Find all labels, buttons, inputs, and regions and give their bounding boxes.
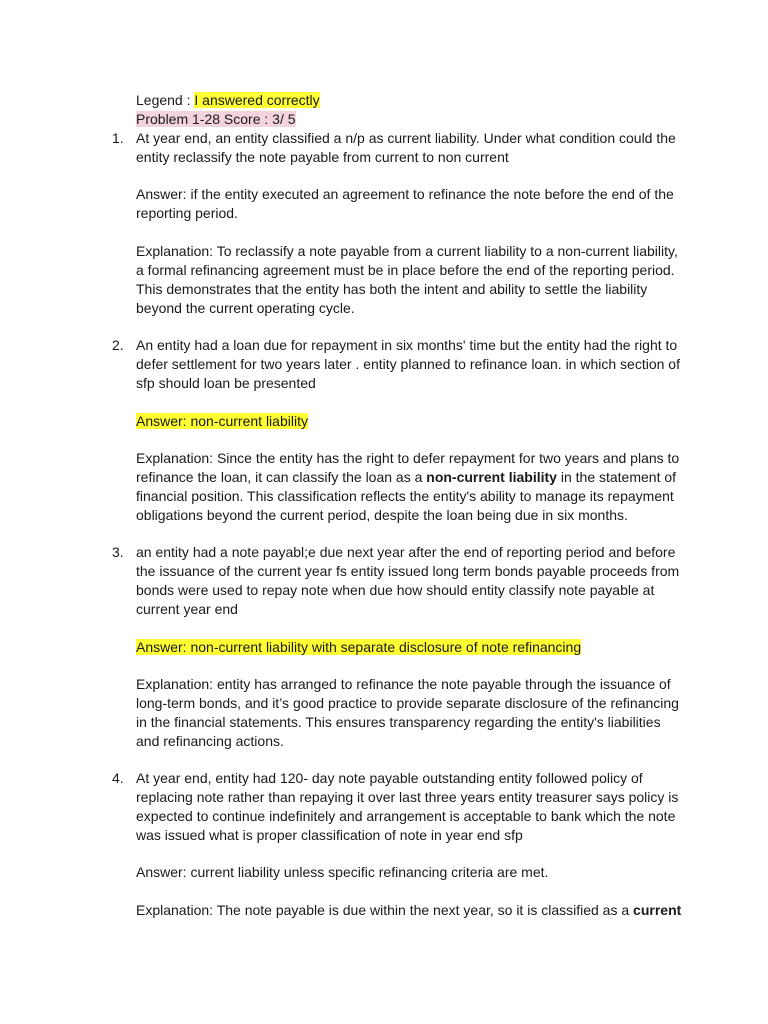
explanation-4-pre: Explanation: The note payable is due within the next year, so it is classified as a [136,902,634,918]
explanation-1-line-2: a formal refinancing agreement must be in place before the end of the reporting period. [136,262,675,278]
question-4-line-3: expected to continue indefinitely and arrangement is acceptable to bank which the note [136,808,676,824]
legend-label: Legend : [136,92,195,108]
explanation-1-line-1: Explanation: To reclassify a note payable from a current liability to a non-current liability, [136,243,678,259]
explanation-2-line-1: Explanation: Since the entity has the right to defer repayment for two years and plans to [136,450,680,466]
explanation-4-line-1 [136,901,681,920]
question-2-line-2: defer settlement for two years later . entity planned to refinance loan. in which section of [136,356,680,372]
score-line [136,110,296,129]
explanation-1-line-4: beyond the current operating cycle. [136,300,355,316]
explanation-3-line-1: Explanation: entity has arranged to refinance the note payable through the issuance of [136,676,671,692]
answer-4-line: Answer: current liability unless specific refinancing criteria are met. [136,864,549,880]
answer-2-line [136,412,308,431]
answer-2-highlight: Answer: non-current liability [136,413,308,429]
explanation-2-line-3: financial position. This classification reflects the entity's ability to manage its repayment [136,488,674,504]
question-4-line-1: At year end, entity had 120- day note payable outstanding entity followed policy of [136,770,643,786]
question-3-line-2: the issuance of the current year fs entity issued long term bonds payable proceeds from [136,563,680,579]
explanation-3-line-2: long-term bonds, and it’s good practice to provide separate disclosure of the refinancing [136,695,679,711]
legend-line [136,91,320,110]
question-3-line-4: current year end [136,601,238,617]
explanation-2-post: in the statement of [556,469,677,485]
explanation-2-bold: non-current liability [426,469,557,485]
explanation-4-bold: current [633,902,682,918]
question-4-line-2: replacing note rather than repaying it over last three years entity treasurer says policy is [136,789,679,805]
explanation-2-line-4: obligations beyond the current period, despite the loan being due in six months. [136,507,628,523]
legend-highlight: I answered correctly [194,92,320,108]
explanation-2-line-2 [136,468,676,487]
question-number-4: 4. [112,770,124,786]
question-4-line-4: was issued what is proper classification of note in year end sfp [136,827,523,843]
answer-1-line-1: Answer: if the entity executed an agreement to refinance the note before the end of the [136,186,674,202]
answer-3-highlight: Answer: non-current liability with separate disclosure of note refinancing [136,639,582,655]
score-text: Problem 1-28 Score : 3/ 5 [136,111,296,127]
answer-3-line [136,638,581,657]
question-1-line-2: entity reclassify the note payable from current to non current [136,149,509,165]
explanation-3-line-3: in the financial statements. This ensures transparency regarding the entity's liabilities [136,714,661,730]
explanation-3-line-4: and refinancing actions. [136,733,284,749]
explanation-1-line-3: This demonstrates that the entity has both the intent and ability to settle the liability [136,281,648,297]
question-number-3: 3. [112,544,124,560]
question-3-line-1: an entity had a note payabl;e due next year after the end of reporting period and before [136,544,676,560]
answer-1-line-2: reporting period. [136,205,238,221]
explanation-2-pre: refinance the loan, it can classify the loan as a [136,469,427,485]
question-2-line-3: sfp should loan be presented [136,375,316,391]
question-number-2: 2. [112,337,124,353]
question-1-line-1: At year end, an entity classified a n/p as current liability. Under what condition could the [136,130,676,146]
question-number-1: 1. [112,130,124,146]
question-3-line-3: bonds were used to repay note when due how should entity classify note payable at [136,582,655,598]
question-2-line-1: An entity had a loan due for repayment in six months' time but the entity had the right to [136,337,678,353]
